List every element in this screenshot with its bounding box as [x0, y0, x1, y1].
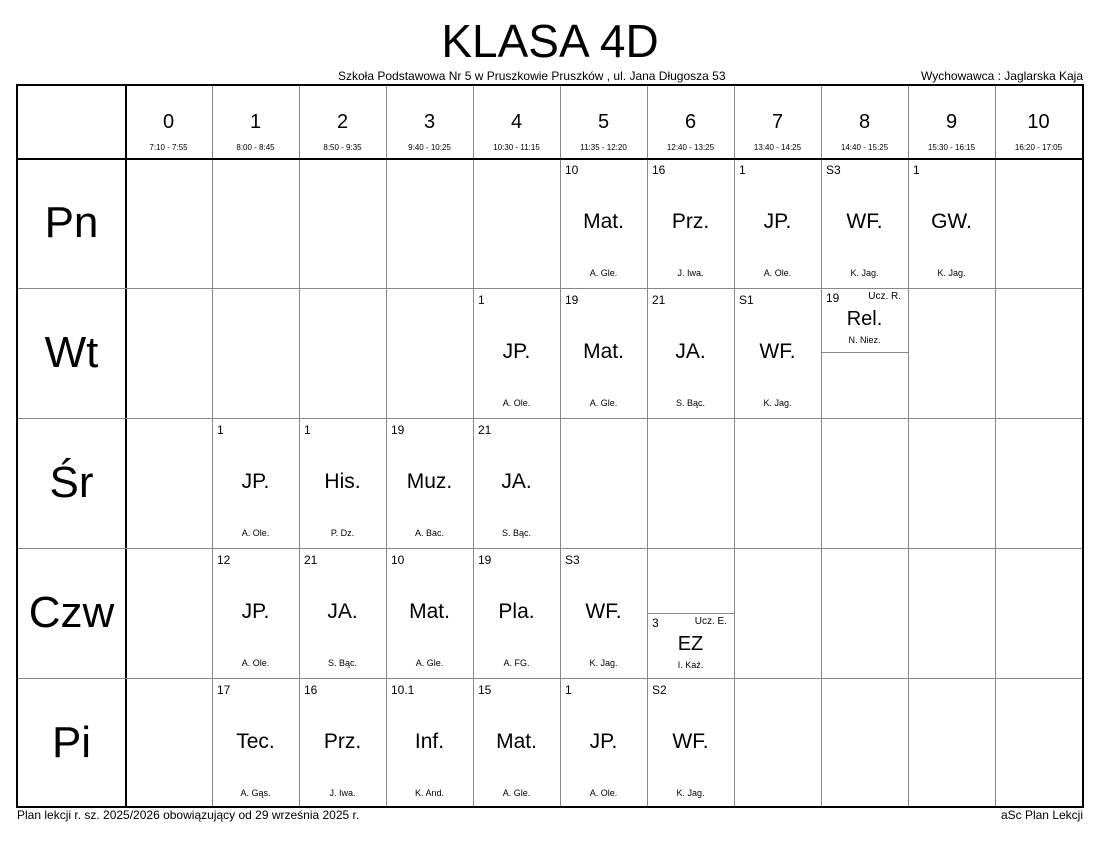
lesson-room: S3: [565, 553, 580, 567]
lesson-cell[interactable]: [299, 548, 386, 678]
period-number: 1: [249, 111, 262, 133]
period-header: [299, 86, 386, 158]
day-label: Wt: [44, 328, 99, 377]
lesson-teacher: A. Ole.: [241, 528, 270, 538]
lesson-room: 12: [217, 553, 231, 567]
lesson-cell[interactable]: [473, 548, 560, 678]
period-header: [734, 86, 821, 158]
lesson-subject: His.: [324, 470, 361, 493]
period-time: 15:30 - 16:15: [927, 143, 976, 152]
grid-column-line: [995, 86, 996, 806]
period-number: 10: [1027, 111, 1050, 133]
lesson-room: 19: [565, 293, 579, 307]
period-header: [995, 86, 1082, 158]
lesson-cell[interactable]: [299, 678, 386, 808]
period-time: 9:40 - 10:25: [408, 143, 451, 152]
period-header: [647, 86, 734, 158]
period-time: 8:50 - 9:35: [323, 143, 362, 152]
period-header: [386, 86, 473, 158]
period-time: 16:20 - 17:05: [1014, 143, 1063, 152]
lesson-cell[interactable]: [647, 678, 734, 808]
lesson-teacher: A. Ole.: [241, 658, 270, 668]
lesson-cell[interactable]: [821, 288, 908, 353]
lesson-teacher: N. Niez.: [848, 335, 881, 345]
lesson-teacher: S. Bąc.: [675, 398, 705, 408]
lesson-split-line: [647, 613, 734, 614]
lesson-room: 21: [478, 423, 492, 437]
period-number: 4: [510, 111, 523, 133]
lesson-subject: WF.: [585, 600, 622, 623]
period-number: 6: [684, 111, 697, 133]
lesson-teacher: A. Gle.: [415, 658, 444, 668]
lesson-teacher: A. Gle.: [589, 268, 618, 278]
lesson-subject: JP.: [241, 600, 270, 623]
lesson-room: 19: [826, 291, 840, 305]
lesson-subject: WF.: [672, 730, 709, 753]
lesson-room: 10.1: [391, 683, 415, 697]
lesson-cell[interactable]: [647, 288, 734, 418]
lesson-cell[interactable]: [473, 418, 560, 548]
lesson-subject: JA.: [501, 470, 532, 493]
lesson-subject: GW.: [931, 210, 972, 233]
lesson-group: Ucz. E.: [694, 616, 727, 627]
lesson-cell[interactable]: [560, 158, 647, 288]
day-label: Pn: [44, 198, 99, 247]
period-header: [908, 86, 995, 158]
lesson-subject: Mat.: [583, 210, 624, 233]
footer-validity: Plan lekcji r. sz. 2025/2026 obowiązujący od 29 września 2025 r.: [17, 808, 360, 822]
lesson-group: Ucz. R.: [868, 291, 901, 302]
lesson-subject: JP.: [241, 470, 270, 493]
period-header: [125, 86, 212, 158]
timetable-grid: [16, 84, 1084, 808]
lesson-teacher: A. Ole.: [589, 788, 618, 798]
class-teacher: Wychowawca : Jaglarska Kaja: [921, 69, 1083, 83]
lesson-subject: Tec.: [236, 730, 275, 753]
lesson-cell[interactable]: [560, 548, 647, 678]
lesson-subject: JA.: [327, 600, 358, 623]
lesson-teacher: K. Jag.: [850, 268, 879, 278]
day-label: Czw: [28, 588, 115, 637]
period-header: [560, 86, 647, 158]
lesson-room: 3: [652, 616, 659, 630]
lesson-subject: JP.: [502, 340, 531, 363]
day-label: Pi: [51, 718, 92, 767]
lesson-room: 17: [217, 683, 231, 697]
lesson-room: 1: [913, 163, 920, 177]
lesson-subject: Pla.: [498, 600, 535, 623]
lesson-teacher: S. Bąc.: [501, 528, 531, 538]
lesson-split-line: [821, 352, 908, 353]
period-time: 10:30 - 11:15: [493, 143, 540, 152]
lesson-subject: Prz.: [671, 210, 710, 233]
lesson-room: S3: [826, 163, 841, 177]
period-time: 12:40 - 13:25: [666, 143, 715, 152]
lesson-teacher: S. Bąc.: [327, 658, 357, 668]
period-number: 7: [771, 111, 784, 133]
period-number: 9: [945, 111, 958, 133]
period-time: 14:40 - 15:25: [840, 143, 889, 152]
lesson-teacher: A. Bac.: [414, 528, 444, 538]
period-time: 8:00 - 8:45: [236, 143, 275, 152]
lesson-cell[interactable]: [212, 678, 299, 808]
lesson-room: 1: [565, 683, 572, 697]
lesson-subject: JP.: [763, 210, 792, 233]
period-number: 5: [597, 111, 610, 133]
lesson-teacher: A. Ole.: [763, 268, 792, 278]
lesson-cell[interactable]: [299, 418, 386, 548]
lesson-subject: EZ: [677, 633, 704, 655]
lesson-subject: JA.: [675, 340, 706, 363]
period-header: [212, 86, 299, 158]
lesson-room: S2: [652, 683, 667, 697]
lesson-subject: Rel.: [846, 308, 883, 330]
lesson-teacher: P. Dz.: [330, 528, 355, 538]
corner-cell: [18, 86, 125, 158]
lesson-teacher: A. Gąs.: [240, 788, 271, 798]
period-number: 8: [858, 111, 871, 133]
period-time: 13:40 - 14:25: [753, 143, 802, 152]
period-header: [821, 86, 908, 158]
lesson-subject: JP.: [589, 730, 618, 753]
lesson-cell[interactable]: [734, 158, 821, 288]
lesson-teacher: A. FG.: [503, 658, 530, 668]
period-header: [473, 86, 560, 158]
lesson-subject: Mat.: [409, 600, 450, 623]
lesson-subject: Mat.: [496, 730, 537, 753]
lesson-cell[interactable]: [386, 418, 473, 548]
lesson-subject: WF.: [759, 340, 796, 363]
lesson-teacher: J. Iwa.: [329, 788, 356, 798]
lesson-teacher: A. Ole.: [502, 398, 531, 408]
lesson-cell[interactable]: [386, 678, 473, 808]
lesson-teacher: K. And.: [414, 788, 445, 798]
lesson-room: 1: [739, 163, 746, 177]
lesson-subject: WF.: [846, 210, 883, 233]
grid-column-line: [125, 86, 127, 806]
lesson-cell[interactable]: [734, 288, 821, 418]
lesson-cell[interactable]: [821, 158, 908, 288]
lesson-cell[interactable]: [647, 613, 734, 678]
lesson-subject: Inf.: [414, 730, 445, 753]
period-number: 2: [336, 111, 349, 133]
lesson-subject: Muz.: [406, 470, 453, 493]
footer-app-name: aSc Plan Lekcji: [1000, 808, 1083, 822]
lesson-room: 16: [652, 163, 666, 177]
lesson-teacher: I. Kaź.: [677, 660, 704, 670]
page-title: KLASA 4D: [441, 15, 659, 67]
period-time: 11:35 - 12:20: [580, 143, 627, 152]
lesson-subject: Mat.: [583, 340, 624, 363]
lesson-room: 1: [304, 423, 311, 437]
lesson-teacher: K. Jag.: [763, 398, 792, 408]
lesson-cell[interactable]: [473, 288, 560, 418]
lesson-room: 1: [217, 423, 224, 437]
lesson-teacher: K. Jag.: [589, 658, 618, 668]
period-time: 7:10 - 7:55: [149, 143, 188, 152]
lesson-room: S1: [739, 293, 754, 307]
lesson-cell[interactable]: [647, 158, 734, 288]
lesson-room: 1: [478, 293, 485, 307]
lesson-teacher: A. Gle.: [589, 398, 618, 408]
lesson-room: 19: [391, 423, 405, 437]
lesson-subject: Prz.: [323, 730, 362, 753]
lesson-cell[interactable]: [212, 418, 299, 548]
lesson-cell[interactable]: [560, 678, 647, 808]
lesson-room: 10: [391, 553, 405, 567]
lesson-cell[interactable]: [473, 678, 560, 808]
lesson-room: 16: [304, 683, 318, 697]
lesson-room: 10: [565, 163, 579, 177]
lesson-room: 21: [304, 553, 318, 567]
day-label: Śr: [49, 458, 94, 507]
lesson-cell[interactable]: [212, 548, 299, 678]
lesson-room: 15: [478, 683, 492, 697]
period-number: 3: [423, 111, 436, 133]
period-number: 0: [162, 111, 175, 133]
school-info: Szkoła Podstawowa Nr 5 w Pruszkowie Pruszków , ul. Jana Długosza 53: [338, 69, 726, 83]
lesson-cell[interactable]: [560, 288, 647, 418]
lesson-teacher: J. Iwa.: [677, 268, 704, 278]
lesson-teacher: K. Jag.: [937, 268, 966, 278]
lesson-cell[interactable]: [386, 548, 473, 678]
lesson-teacher: K. Jag.: [676, 788, 705, 798]
lesson-teacher: A. Gle.: [502, 788, 531, 798]
lesson-room: 21: [652, 293, 666, 307]
lesson-cell[interactable]: [908, 158, 995, 288]
lesson-room: 19: [478, 553, 492, 567]
